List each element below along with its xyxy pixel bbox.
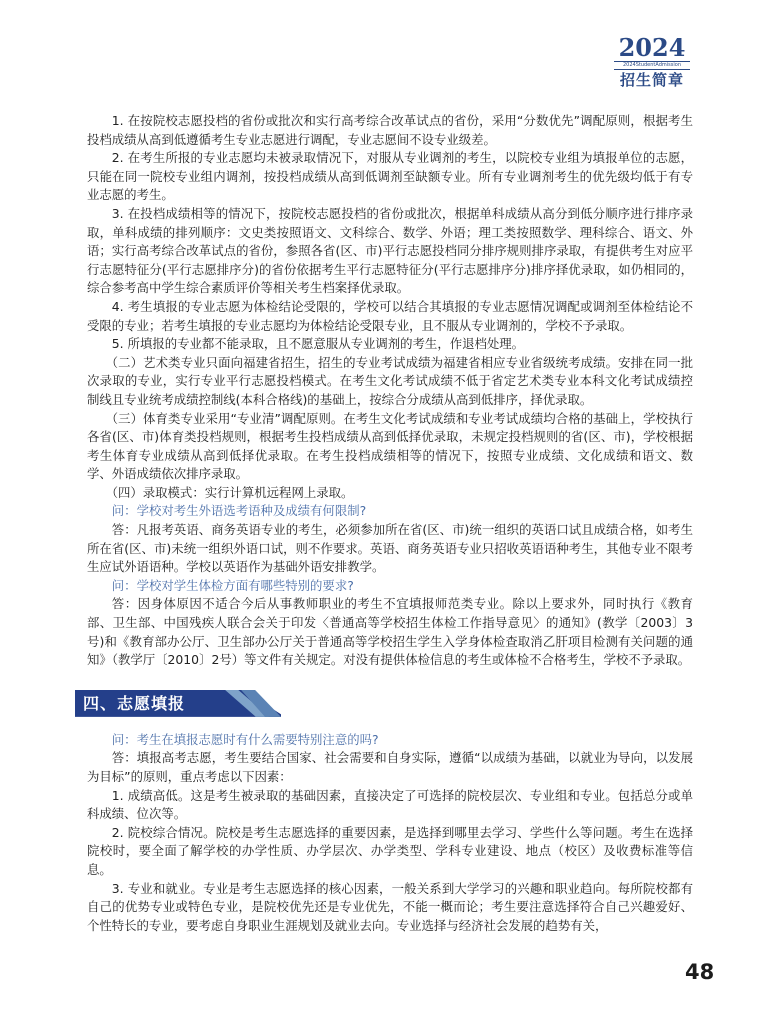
paragraph: 4. 考生填报的专业志愿为体检结论受限的，学校可以结合其填报的专业志愿情况调配或调剂至体检结论不受限的专业；若考生填报的专业志愿均为体检结论受限专业，且不服从专业调剂的，学校不予录取。 [87,298,693,333]
paragraph: 3. 专业和就业。专业是考生志愿选择的核心因素，一般关系到大学学习的兴趣和职业趋向。每所院校都有自己的优势专业或特色专业，是院校优先还是专业优先，不能一概而论；考生要注意选择符合自己兴趣爱好、个性特长的专业，要考虑自身职业生涯规划及就业去向。专业选择与经济社会发展的趋势有关， [87,880,693,933]
paragraph: 2. 在考生所报的专业志愿均未被录取情况下，对服从专业调剂的考生，以院校专业组为填报单位的志愿，只能在同一院校专业组内调剂，按投档成绩从高到低调剂至缺额专业。所有专业调剂考生的优先级均低于有专业志愿的考生。 [87,150,693,203]
page-content [83,112,693,935]
section-title: 四、志愿填报 [83,693,186,713]
question: 问：学校对学生体检方面有哪些特别的要求? [111,577,354,593]
paragraph: 2. 院校综合情况。院校是考生志愿选择的重要因素，是选择到哪里去学习、学些什么等问题。考生在选择院校时，要全面了解学校的办学性质、办学层次、办学类型、学科专业建设、地点（校区）及收费标准等信息。 [87,824,693,877]
question: 问：学校对考生外语选考语种及成绩有何限制? [111,503,367,519]
paragraph: （四）录取模式：实行计算机远程网上录取。 [105,484,354,500]
paragraph: 3. 在投档成绩相等的情况下，按院校志愿投档的省份或批次，根据单科成绩从高分到低分顺序进行排序录取，单科成绩的排列顺序：文史类按照语文、文科综合、数学、外语；理工类按照数学、理科综合、语文、外语；实行高考综合改革试点的省份，参照各省(区、市)平行志愿投档同分排序规则排序录取，有提供考生对应平行志愿特征分(平行志愿排序分)的省份依据考生平行志愿特征分(平行志愿排序分)排序择优录取，如仍相同的，综合参考高中学生综合素质评价等相关考生档案择优录取。 [87,205,693,296]
answer: 答：因身体原因不适合今后从事教师职业的考生不宜填报师范类专业。除以上要求外，同时执行《教育部、卫生部、中国残疾人联合会关于印发〈普通高等学校招生体检工作指导意见〉的通知》(教学〔2003〕3号)和《教育部办公厅、卫生部办公厅关于普通高等学校招生学生入学身体检查取消乙肝项目检测有关问题的通知》（教学厅〔2010〕2号）等文件有关规定。对没有提供体检信息的考生或体检不合格考生，学校不予录取。 [87,596,693,668]
brand-title: 招生简章 [619,71,684,89]
paragraph: （三）体育类专业采用“专业清”调配原则。在考生文化考试成绩和专业考试成绩均合格的基础上，学校执行各省(区、市)体育类投档规则，根据考生投档成绩从高到低择优录取，未规定投档规则的省(区、市)，学校根据考生体育专业成绩从高到低择优录取。在考生投档成绩相等的情况下，按照专业成绩、文化成绩和语文、数学、外语成绩依次排序录取。 [87,410,693,482]
answer: 答：填报高考志愿，考生要结合国家、社会需要和自身实际，遵循“以成绩为基础，以就业为导向，以发展为目标”的原则，重点考虑以下因素： [87,750,693,784]
section-header [75,690,281,717]
brand-subtitle: 2024StudentAdmission [614,61,690,70]
paragraph: 1. 成绩高低。这是考生被录取的基础因素，直接决定了可选择的院校层次、专业组和专业。包括总分或单科成绩、位次等。 [87,787,693,822]
answer: 答：凡报考英语、商务英语专业的考生，必须参加所在省(区、市)统一组织的英语口试且成绩合格，如考生所在省(区、市)未统一组织外语口试，则不作要求。英语、商务英语专业只招收英语语种考生，其他专业不限考生应试外语语种。学校以英语作为基础外语安排教学。 [87,522,693,575]
paragraph: 5. 所填报的专业都不能录取，且不愿意服从专业调剂的考生，作退档处理。 [111,336,525,352]
brochure-brand [612,33,692,90]
paragraph: 1. 在按院校志愿投档的省份或批次和实行高考综合改革试点的省份，采用“分数优先”调配原则，根据考生投档成绩从高到低遵循考生专业志愿进行调配，专业志愿间不设专业级差。 [87,113,693,147]
paragraph: （二）艺术类专业只面向福建省招生，招生的专业考试成绩为福建省相应专业省级统考成绩。安排在同一批次录取的专业，实行专业平行志愿投档模式。在考生文化考试成绩不低于省定艺术类专业本科文化考试成绩控制线且专业统考成绩控制线(本科合格线)的基础上，按综合分成绩从高到低排序，择优录取。 [87,354,693,407]
question: 问：考生在填报志愿时有什么需要特别注意的吗? [111,731,379,747]
brand-year: 2024 [618,33,686,62]
page-number: 48 [685,960,715,984]
